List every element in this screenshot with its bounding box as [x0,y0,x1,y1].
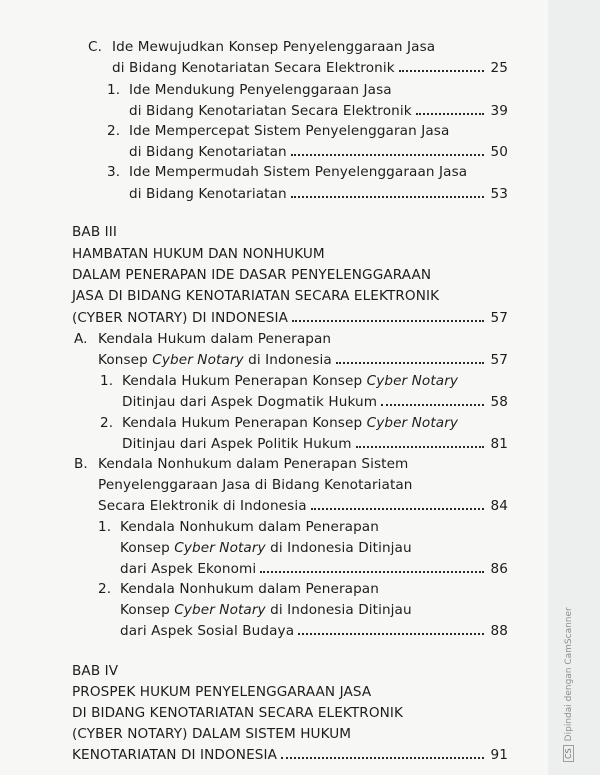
leader-dots [399,59,484,72]
toc-c2-line1: 2. Ide Mempercepat Sistem Penyelenggaran Jasa [107,123,450,139]
toc-b2-line2: Konsep Cyber Notary di Indonesia Ditinjau [120,602,412,618]
page-number: 39 [490,103,508,119]
toc-b1-line3: dari Aspek Ekonomi 86 [120,558,508,580]
page-number: 86 [490,561,508,577]
page-number: 84 [490,498,508,514]
toc-a2-line2: Ditinjau dari Aspek Politik Hukum 81 [122,433,508,455]
toc-c-line2: di Bidang Kenotariatan Secara Elektronik 25 [112,57,508,79]
toc-a-line1: A. Kendala Hukum dalam Penerapan [74,331,332,347]
bab3-title-line4: (CYBER NOTARY) DI INDONESIA 57 [72,307,508,329]
page-number: 91 [490,747,508,763]
scanner-margin [548,0,600,775]
toc-a1-line1: 1. Kendala Hukum Penerapan Konsep Cyber Notary [100,373,459,389]
bab4-title-line2: DI BIDANG KENOTARIATAN SECARA ELEKTRONIK [72,705,404,721]
toc-a1-line2: Ditinjau dari Aspek Dogmatik Hukum 58 [122,391,508,413]
toc-b-line3: Secara Elektronik di Indonesia 84 [98,495,508,517]
page-number: 53 [490,186,508,202]
page-number: 88 [490,623,508,639]
bab3-label: BAB III [72,224,117,240]
toc-b1-line1: 1. Kendala Nonhukum dalam Penerapan [98,519,379,535]
toc-c3-line1: 3. Ide Mempermudah Sistem Penyelenggaraan Jasa [107,164,468,180]
toc-c2-line2: di Bidang Kenotariatan 50 [129,141,508,163]
toc-c1-line1: 1. Ide Mendukung Penyelenggaraan Jasa [107,82,392,98]
bab3-title-line3: JASA DI BIDANG KENOTARIATAN SECARA ELEKTRONIK [72,288,440,304]
toc-b-line1: B. Kendala Nonhukum dalam Penerapan Sistem [74,456,409,472]
bab4-title-line1: PROSPEK HUKUM PENYELENGGARAAN JASA [72,684,372,700]
toc-b1-line2: Konsep Cyber Notary di Indonesia Ditinjau [120,540,412,556]
bab4-label: BAB IV [72,663,119,679]
toc-a2-line1: 2. Kendala Hukum Penerapan Konsep Cyber Notary [100,415,459,431]
toc-b2-line3: dari Aspek Sosial Budaya 88 [120,620,508,642]
toc-c1-line2: di Bidang Kenotariatan Secara Elektronik 39 [129,100,508,122]
toc-b2-line1: 2. Kendala Nonhukum dalam Penerapan [98,581,379,597]
page-number: 50 [490,144,508,160]
page-number: 58 [490,394,508,410]
toc-c-line1: C. Ide Mewujudkan Konsep Penyelenggaraan Jasa [88,39,436,55]
bab4-title-line4: KENOTARIATAN DI INDONESIA 91 [72,744,508,766]
page-number: 57 [490,310,508,326]
page-number: 25 [490,60,508,76]
camscanner-logo-icon: CS [563,745,574,762]
toc-a-line2: Konsep Cyber Notary di Indonesia 57 [98,349,508,371]
scanner-watermark: CSDipindai dengan CamScanner [563,607,574,762]
page-number: 81 [490,436,508,452]
bab3-title-line1: HAMBATAN HUKUM DAN NONHUKUM [72,246,325,262]
toc-c3-line2: di Bidang Kenotariatan 53 [129,183,508,205]
bab4-title-line3: (CYBER NOTARY) DALAM SISTEM HUKUM [72,726,352,742]
page-number: 57 [490,352,508,368]
toc-b-line2: Penyelenggaraan Jasa di Bidang Kenotariatan [98,477,413,493]
bab3-title-line2: DALAM PENERAPAN IDE DASAR PENYELENGGARAAN [72,267,432,283]
